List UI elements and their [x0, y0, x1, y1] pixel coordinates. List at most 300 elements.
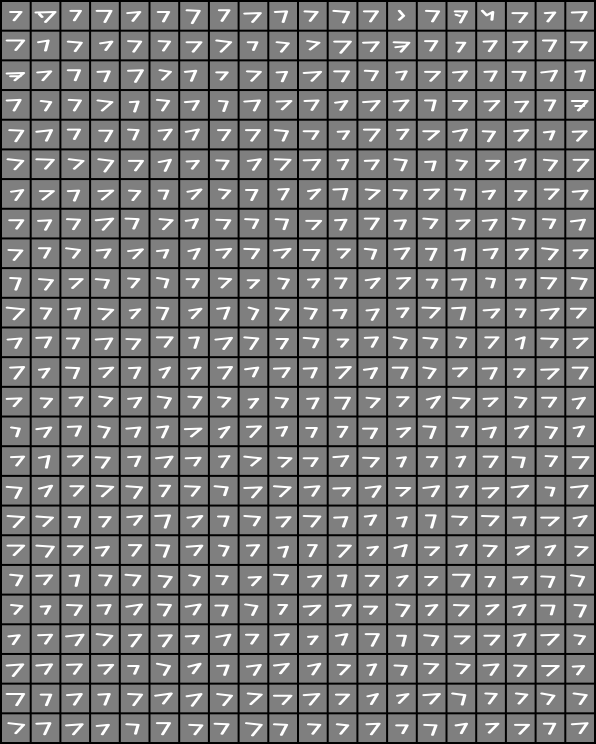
tile-background	[507, 328, 535, 356]
tile-background	[61, 358, 89, 386]
digit-tile	[507, 2, 535, 30]
digit-tile	[210, 180, 238, 208]
tile-background	[61, 388, 89, 416]
tile-background	[358, 447, 386, 475]
tile-background	[151, 269, 179, 297]
digit-tile	[2, 180, 30, 208]
tile-background	[240, 269, 268, 297]
tile-background	[61, 447, 89, 475]
tile-background	[91, 388, 119, 416]
digit-tile	[180, 596, 208, 624]
digit-tile	[210, 299, 238, 327]
digit-tile	[210, 2, 238, 30]
tile-background	[418, 210, 446, 238]
digit-tile	[32, 32, 60, 60]
tile-background	[240, 477, 268, 505]
digit-tile	[151, 2, 179, 30]
tile-background	[507, 91, 535, 119]
tile-background	[121, 655, 149, 683]
tile-background	[151, 91, 179, 119]
tile-background	[329, 655, 357, 683]
digit-tile	[329, 2, 357, 30]
digit-tile	[91, 447, 119, 475]
tile-background	[151, 2, 179, 30]
digit-tile	[2, 566, 30, 594]
digit-tile	[210, 150, 238, 178]
tile-background	[418, 447, 446, 475]
digit-tile	[180, 150, 208, 178]
tile-background	[180, 566, 208, 594]
tile-background	[91, 625, 119, 653]
digit-tile	[507, 358, 535, 386]
digit-tile	[358, 388, 386, 416]
digit-tile	[358, 180, 386, 208]
tile-background	[121, 566, 149, 594]
digit-tile	[32, 180, 60, 208]
tile-background	[91, 32, 119, 60]
tile-background	[418, 418, 446, 446]
digit-tile	[388, 210, 416, 238]
digit-tile	[32, 418, 60, 446]
tile-background	[566, 477, 594, 505]
digit-tile	[477, 566, 505, 594]
digit-tile	[32, 150, 60, 178]
digit-tile	[566, 2, 594, 30]
digit-tile	[2, 655, 30, 683]
tile-background	[269, 625, 297, 653]
tile-background	[2, 269, 30, 297]
digit-tile	[91, 239, 119, 267]
tile-background	[566, 2, 594, 30]
tile-background	[151, 210, 179, 238]
digit-tile	[329, 210, 357, 238]
tile-background	[418, 328, 446, 356]
digit-tile	[2, 596, 30, 624]
digit-tile	[418, 714, 446, 742]
digit-tile	[388, 536, 416, 564]
digit-tile	[32, 2, 60, 30]
tile-background	[358, 32, 386, 60]
tile-background	[537, 239, 565, 267]
tile-background	[240, 536, 268, 564]
digit-tile	[566, 210, 594, 238]
digit-tile	[240, 418, 268, 446]
tile-background	[388, 714, 416, 742]
tile-background	[151, 447, 179, 475]
digit-tile	[358, 418, 386, 446]
digit-tile	[299, 2, 327, 30]
tile-background	[299, 685, 327, 713]
tile-background	[121, 596, 149, 624]
tile-background	[537, 388, 565, 416]
tile-background	[507, 32, 535, 60]
tile-background	[566, 714, 594, 742]
tile-background	[180, 685, 208, 713]
tile-background	[358, 477, 386, 505]
tile-background	[358, 210, 386, 238]
digit-tile	[388, 418, 416, 446]
tile-background	[269, 536, 297, 564]
digit-tile	[418, 299, 446, 327]
digit-tile	[507, 299, 535, 327]
digit-tile	[507, 596, 535, 624]
digit-tile	[61, 61, 89, 89]
digit-tile	[299, 596, 327, 624]
tile-background	[121, 32, 149, 60]
digit-tile	[151, 388, 179, 416]
digit-tile	[448, 477, 476, 505]
digit-tile	[566, 655, 594, 683]
digit-tile	[240, 625, 268, 653]
tile-background	[537, 121, 565, 149]
digit-tile	[2, 239, 30, 267]
digit-tile	[91, 536, 119, 564]
tile-background	[2, 566, 30, 594]
digit-tile	[91, 507, 119, 535]
tile-background	[61, 150, 89, 178]
tile-background	[329, 121, 357, 149]
tile-background	[507, 2, 535, 30]
tile-background	[477, 536, 505, 564]
digit-tile	[121, 507, 149, 535]
digit-tile	[388, 655, 416, 683]
tile-background	[329, 447, 357, 475]
tile-background	[388, 418, 416, 446]
digit-tile	[61, 596, 89, 624]
tile-background	[269, 2, 297, 30]
digit-tile	[507, 269, 535, 297]
tile-background	[121, 447, 149, 475]
tile-background	[151, 477, 179, 505]
digit-tile	[180, 418, 208, 446]
digit-tile	[32, 269, 60, 297]
digit-tile	[477, 328, 505, 356]
tile-background	[388, 299, 416, 327]
digit-tile	[448, 418, 476, 446]
tile-background	[299, 358, 327, 386]
tile-background	[91, 91, 119, 119]
digit-tile	[269, 655, 297, 683]
tile-background	[32, 507, 60, 535]
digit-tile	[91, 210, 119, 238]
digit-tile	[2, 447, 30, 475]
digit-tile	[358, 358, 386, 386]
tile-background	[61, 685, 89, 713]
digit-tile	[448, 655, 476, 683]
digit-tile	[358, 150, 386, 178]
digit-tile	[566, 91, 594, 119]
tile-background	[269, 477, 297, 505]
digit-tile	[329, 150, 357, 178]
digit-tile	[121, 358, 149, 386]
digit-tile	[180, 239, 208, 267]
tile-background	[388, 566, 416, 594]
tile-background	[269, 328, 297, 356]
digit-tile	[537, 507, 565, 535]
digit-tile	[358, 625, 386, 653]
tile-background	[299, 625, 327, 653]
tile-background	[240, 299, 268, 327]
digit-tile	[32, 328, 60, 356]
tile-background	[2, 358, 30, 386]
digit-tile	[418, 239, 446, 267]
tile-background	[210, 239, 238, 267]
tile-background	[210, 299, 238, 327]
digit-tile	[2, 121, 30, 149]
tile-background	[2, 328, 30, 356]
tile-background	[240, 91, 268, 119]
tile-background	[448, 328, 476, 356]
tile-background	[477, 477, 505, 505]
tile-background	[2, 536, 30, 564]
digit-tile	[358, 91, 386, 119]
tile-background	[240, 32, 268, 60]
tile-background	[61, 32, 89, 60]
tile-background	[210, 32, 238, 60]
tile-background	[269, 150, 297, 178]
digit-tile	[358, 299, 386, 327]
tile-background	[180, 536, 208, 564]
digit-tile	[121, 210, 149, 238]
tile-background	[299, 239, 327, 267]
tile-background	[32, 536, 60, 564]
tile-background	[121, 91, 149, 119]
tile-background	[477, 566, 505, 594]
digit-tile	[418, 358, 446, 386]
digit-tile	[329, 714, 357, 742]
tile-background	[32, 714, 60, 742]
tile-background	[477, 358, 505, 386]
tile-background	[477, 388, 505, 416]
digit-stroke	[396, 46, 406, 47]
digit-tile	[477, 210, 505, 238]
tile-background	[61, 180, 89, 208]
digit-tile	[537, 61, 565, 89]
digit-tile	[448, 210, 476, 238]
tile-background	[210, 180, 238, 208]
tile-background	[537, 91, 565, 119]
digit-tile	[2, 685, 30, 713]
digit-tile	[121, 61, 149, 89]
digit-tile	[269, 625, 297, 653]
digit-tile	[180, 358, 208, 386]
digit-tile	[299, 32, 327, 60]
digit-tile	[91, 625, 119, 653]
tile-background	[507, 536, 535, 564]
digit-tile	[2, 507, 30, 535]
tile-background	[299, 566, 327, 594]
tile-background	[566, 269, 594, 297]
digit-tile	[507, 536, 535, 564]
tile-background	[180, 2, 208, 30]
tile-background	[210, 328, 238, 356]
digit-tile	[418, 447, 446, 475]
digit-tile	[240, 32, 268, 60]
tile-background	[91, 2, 119, 30]
digit-tile	[180, 269, 208, 297]
digit-tile	[477, 388, 505, 416]
tile-background	[269, 358, 297, 386]
digit-tile	[388, 150, 416, 178]
digit-tile	[388, 596, 416, 624]
digit-tile	[2, 32, 30, 60]
digit-tile	[566, 625, 594, 653]
tile-background	[151, 685, 179, 713]
digit-tile	[477, 477, 505, 505]
digit-tile	[566, 32, 594, 60]
digit-tile	[61, 150, 89, 178]
digit-tile	[537, 388, 565, 416]
tile-background	[210, 358, 238, 386]
digit-tile	[566, 239, 594, 267]
digit-tile	[329, 358, 357, 386]
digit-tile	[388, 299, 416, 327]
tile-background	[91, 210, 119, 238]
tile-background	[32, 388, 60, 416]
tile-background	[388, 91, 416, 119]
tile-background	[61, 536, 89, 564]
tile-background	[477, 210, 505, 238]
tile-background	[269, 180, 297, 208]
digit-tile	[537, 328, 565, 356]
tile-background	[507, 150, 535, 178]
digit-tile	[388, 61, 416, 89]
digit-tile	[329, 32, 357, 60]
tile-background	[121, 358, 149, 386]
digit-tile	[299, 536, 327, 564]
digit-tile	[210, 655, 238, 683]
tile-background	[269, 269, 297, 297]
tile-background	[418, 388, 446, 416]
tile-background	[537, 477, 565, 505]
digit-tile	[151, 596, 179, 624]
tile-background	[329, 239, 357, 267]
digit-tile	[537, 2, 565, 30]
tile-background	[240, 418, 268, 446]
digit-tile	[210, 566, 238, 594]
tile-background	[210, 596, 238, 624]
tile-background	[180, 299, 208, 327]
digit-tile	[507, 685, 535, 713]
tile-background	[91, 121, 119, 149]
tile-background	[329, 32, 357, 60]
digit-tile	[477, 358, 505, 386]
digit-tile	[2, 299, 30, 327]
digit-tile	[507, 121, 535, 149]
tile-background	[507, 714, 535, 742]
digit-tile	[151, 358, 179, 386]
digit-tile	[537, 714, 565, 742]
tile-background	[151, 180, 179, 208]
digit-tile	[448, 91, 476, 119]
digit-tile	[566, 418, 594, 446]
tile-background	[418, 61, 446, 89]
digit-tile	[329, 180, 357, 208]
digit-tile	[537, 625, 565, 653]
digit-tile	[61, 2, 89, 30]
tile-background	[61, 566, 89, 594]
tile-background	[477, 91, 505, 119]
digit-tile	[537, 91, 565, 119]
digit-tile	[2, 625, 30, 653]
tile-background	[240, 507, 268, 535]
tile-background	[210, 655, 238, 683]
digit-tile	[537, 685, 565, 713]
tile-background	[477, 269, 505, 297]
tile-background	[151, 61, 179, 89]
tile-background	[269, 714, 297, 742]
tile-background	[180, 358, 208, 386]
digit-tile	[507, 239, 535, 267]
digit-tile	[269, 150, 297, 178]
tile-background	[91, 150, 119, 178]
digit-tile	[210, 596, 238, 624]
digit-tile	[329, 121, 357, 149]
digit-tile	[61, 625, 89, 653]
tile-background	[477, 150, 505, 178]
digit-tile	[329, 418, 357, 446]
digit-tile	[418, 61, 446, 89]
digit-tile	[180, 299, 208, 327]
tile-background	[91, 180, 119, 208]
digit-tile	[240, 566, 268, 594]
digit-tile	[121, 477, 149, 505]
tile-background	[537, 655, 565, 683]
digit-tile	[388, 328, 416, 356]
digit-tile	[448, 596, 476, 624]
tile-background	[32, 596, 60, 624]
tile-background	[180, 655, 208, 683]
tile-background	[210, 388, 238, 416]
digit-tile	[448, 358, 476, 386]
tile-background	[358, 328, 386, 356]
digit-tile	[388, 358, 416, 386]
tile-background	[180, 180, 208, 208]
digit-tile	[507, 328, 535, 356]
tile-background	[269, 507, 297, 535]
tile-background	[418, 269, 446, 297]
tile-background	[180, 418, 208, 446]
digit-tile	[121, 269, 149, 297]
digit-tile	[240, 150, 268, 178]
digit-tile	[240, 61, 268, 89]
tile-background	[448, 477, 476, 505]
digit-tile	[507, 507, 535, 535]
tile-background	[2, 239, 30, 267]
digit-tile	[418, 2, 446, 30]
digit-tile	[566, 477, 594, 505]
digit-tile	[329, 596, 357, 624]
tile-background	[448, 714, 476, 742]
tile-background	[329, 388, 357, 416]
tile-background	[507, 447, 535, 475]
tile-background	[32, 625, 60, 653]
tile-background	[507, 269, 535, 297]
digit-tile	[269, 447, 297, 475]
digit-tile	[388, 121, 416, 149]
tile-background	[418, 625, 446, 653]
digit-tile	[388, 269, 416, 297]
tile-background	[358, 566, 386, 594]
digit-tile	[537, 358, 565, 386]
digit-tile	[448, 299, 476, 327]
digit-tile	[180, 685, 208, 713]
tile-background	[358, 358, 386, 386]
digit-tile	[240, 91, 268, 119]
digit-tile	[180, 507, 208, 535]
tile-background	[329, 566, 357, 594]
tile-background	[32, 269, 60, 297]
